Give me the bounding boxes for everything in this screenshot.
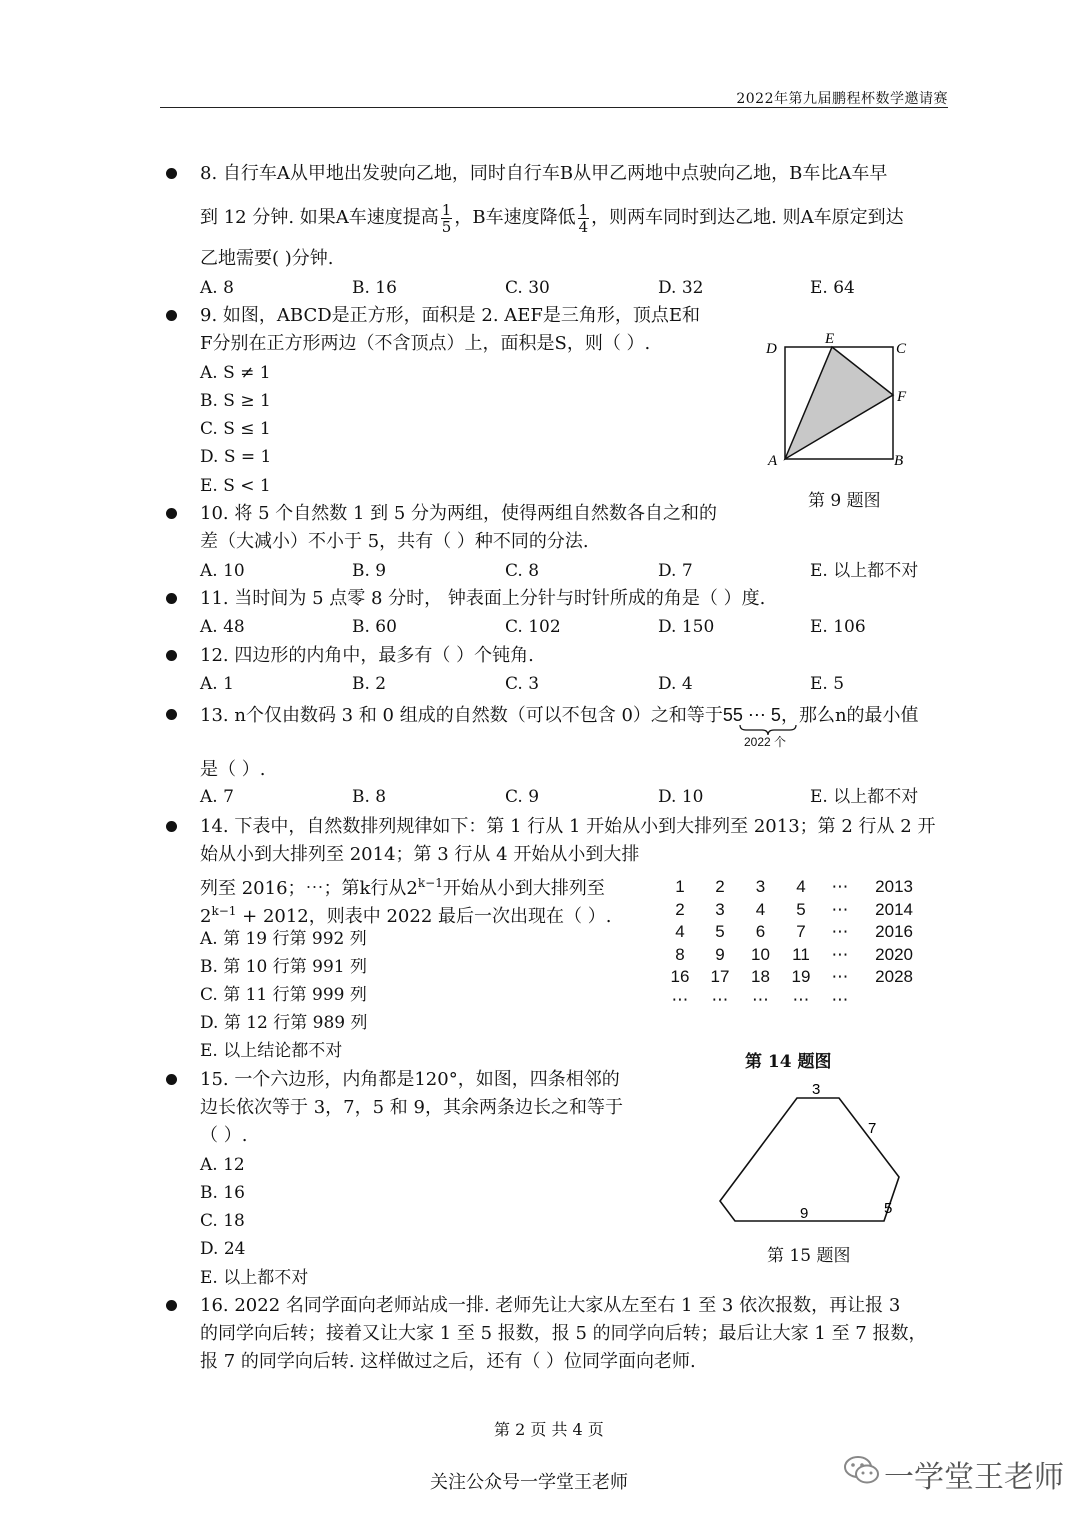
label-e: E: [825, 331, 835, 347]
bullet-q8: [166, 168, 177, 179]
q12-option-c: C. 3: [505, 674, 540, 694]
q14-option-c: C. 第 11 行第 999 列: [200, 985, 367, 1005]
q8-option-e: E. 64: [810, 278, 855, 298]
bullet-q11: [166, 593, 177, 604]
q8-line1: 8. 自行车A从甲地出发驶向乙地，同时自行车B从甲乙两地中点驶向乙地，B车比A车早: [200, 163, 888, 184]
q13-option-b: B. 8: [352, 787, 387, 807]
table-cell: 4: [755, 899, 766, 919]
q15-option-c: C. 18: [200, 1211, 245, 1231]
q16-line3: 报 7 的同学向后转. 这样做过之后，还有（ ）位同学面向老师.: [200, 1351, 696, 1372]
table-cell: ⋯: [752, 989, 769, 1009]
q13-option-c: C. 9: [505, 787, 540, 807]
q14-line2: 始从小到大排列至 2014；第 3 行从 4 开始从小到大排: [200, 844, 640, 865]
q8-option-d: D. 32: [658, 278, 704, 298]
table-cell: 10: [751, 944, 770, 964]
table-row: [660, 966, 913, 989]
q13-option-a: A. 7: [200, 787, 234, 807]
bullet-q12: [166, 650, 177, 661]
q10-option-c: C. 8: [505, 561, 540, 581]
table-cell: 3: [755, 877, 766, 897]
table-cell: 11: [792, 944, 810, 964]
table-row: [660, 944, 913, 967]
q15-option-a: A. 12: [200, 1155, 245, 1175]
table-row: [660, 899, 913, 922]
q14-option-e: E. 以上结论都不对: [200, 1041, 343, 1061]
header-rule: [160, 107, 948, 108]
q16-line2: 的同学向后转；接着又让大家 1 至 5 报数，报 5 的同学向后转；最后让大家 1 至 7 报数，: [200, 1323, 927, 1344]
q12-line1: 12. 四边形的内角中，最多有（ ）个钝角.: [200, 645, 534, 666]
q8-line2c: ，则两车同时到达乙地. 则A车原定到达: [591, 207, 904, 228]
header-title: 2022年第九届鹏程杯数学邀请赛: [736, 91, 948, 107]
q14-line4: [200, 899, 611, 929]
q11-option-c: C. 102: [505, 617, 561, 637]
q14-sup2: k−1: [211, 904, 237, 918]
q15-line1: 15. 一个六边形，内角都是120°，如图，四条相邻的: [200, 1069, 620, 1090]
q11-option-b: B. 60: [352, 617, 397, 637]
q9-line1: 9. 如图，ABCD是正方形，面积是 2. AEF是三角形，顶点E和: [200, 305, 701, 326]
table-cell: ⋯: [831, 899, 849, 919]
table-row: [660, 921, 913, 944]
label-d: D: [766, 341, 777, 357]
q10-option-b: B. 9: [352, 561, 387, 581]
table-row: [660, 989, 913, 1012]
q14-line3b: 开始从小到大排列至: [442, 878, 605, 899]
table-cell: 2020: [875, 944, 913, 964]
bullet-q13: [166, 709, 177, 720]
q16-line1: 16. 2022 名同学面向老师站成一排. 老师先让大家从左至右 1 至 3 依次报数，再让报 3: [200, 1295, 901, 1316]
q12-option-b: B. 2: [352, 674, 387, 694]
q15-line2: 边长依次等于 3，7，5 和 9，其余两条边长之和等于: [200, 1097, 623, 1118]
q15-option-b: B. 16: [200, 1183, 245, 1203]
table-cell: 2: [715, 877, 725, 897]
q8-option-b: B. 16: [352, 278, 397, 298]
table-row: [660, 876, 913, 899]
side-label-3: 3: [812, 1081, 821, 1098]
table-cell: 18: [751, 967, 770, 987]
q15-caption: 第 15 题图: [767, 1246, 851, 1266]
table-cell: 2016: [875, 922, 913, 942]
q14-option-a: A. 第 19 行第 992 列: [200, 929, 367, 949]
table-cell: ⋯: [711, 989, 729, 1009]
q14-caption: 第 14 题图: [745, 1052, 832, 1072]
table-cell: ⋯: [671, 989, 689, 1009]
q8-line2b: ，B车速度降低: [454, 207, 576, 228]
bullet-q9: [166, 310, 177, 321]
q9-option-c: C. S ≤ 1: [200, 419, 271, 439]
q14-option-d: D. 第 12 行第 989 列: [200, 1013, 368, 1033]
table-cell: ⋯: [792, 989, 810, 1009]
triangle-aef: [785, 347, 893, 459]
side-label-7: 7: [868, 1120, 877, 1137]
label-a: A: [768, 453, 778, 469]
side-label-9: 9: [800, 1205, 809, 1222]
q11-line1: 11. 当时间为 5 点零 8 分时， 钟表面上分针与时针所成的角是（ ）度.: [200, 588, 766, 609]
q11-option-d: D. 150: [658, 617, 715, 637]
table-cell: ⋯: [831, 989, 849, 1009]
table-cell: 2028: [875, 967, 913, 987]
q14-line4b: + 2012，则表中 2022 最后一次出现在（ ）.: [236, 906, 612, 927]
table-cell: 5: [715, 922, 725, 942]
q9-option-a: A. S ≠ 1: [200, 363, 271, 383]
table-cell: ⋯: [831, 922, 849, 942]
q13-line1: [200, 703, 919, 728]
q10-option-a: A. 10: [200, 561, 245, 581]
table-cell: 19: [791, 967, 811, 987]
table-cell: 5: [796, 899, 806, 919]
q14-line1: 14. 下表中，自然数排列规律如下：第 1 行从 1 开始从小到大排列至 2013；第 2 行从 2 开: [200, 816, 936, 837]
bullet-q10: [166, 508, 177, 519]
q14-number-table: [660, 876, 913, 1011]
q13-brace-label: 2022 个: [744, 735, 787, 749]
q8-line2: [200, 196, 904, 240]
q15-hexagon-figure: [712, 1075, 932, 1225]
table-cell: ⋯: [831, 967, 849, 987]
q10-option-e: E. 以上都不对: [810, 561, 919, 581]
bullet-q16: [166, 1300, 177, 1311]
table-cell: 2013: [875, 877, 913, 897]
q9-option-b: B. S ≥ 1: [200, 391, 271, 411]
q9-option-d: D. S = 1: [200, 447, 272, 467]
q9-line2: F分别在正方形两边（不含顶点）上，面积是S，则（ ）.: [200, 333, 651, 354]
q11-option-a: A. 48: [200, 617, 245, 637]
fraction-one-fourth: $\frac{1}{4}$: [578, 200, 589, 236]
table-cell: [859, 989, 913, 1012]
q9-caption: 第 9 题图: [808, 491, 881, 511]
table-cell: 17: [710, 967, 730, 987]
fraction-one-fifth: $\frac{1}{5}$: [441, 200, 452, 236]
q12-option-e: E. 5: [810, 674, 845, 694]
q12-option-a: A. 1: [200, 674, 234, 694]
table-cell: 9: [715, 944, 725, 964]
side-label-5: 5: [884, 1200, 893, 1217]
table-cell: ⋯: [831, 944, 849, 964]
label-b: B: [894, 453, 904, 469]
q11-option-e: E. 106: [810, 617, 866, 637]
q14-line3: [200, 871, 605, 901]
q10-line2: 差（大减小）不小于 5，共有（ ）种不同的分法.: [200, 531, 589, 552]
q10-line1: 10. 将 5 个自然数 1 到 5 分为两组，使得两组自然数各自之和的: [200, 503, 718, 524]
table-cell: 8: [675, 944, 685, 964]
q15-option-e: E. 以上都不对: [200, 1268, 309, 1288]
q8-option-c: C. 30: [505, 278, 550, 298]
q14-sup1: k−1: [417, 876, 443, 890]
q8-line3: 乙地需要( )分钟.: [200, 248, 334, 269]
q9-option-e: E. S < 1: [200, 476, 271, 496]
table-cell: ⋯: [831, 877, 849, 897]
page-number: 第 2 页 共 4 页: [494, 1420, 604, 1439]
q14-line3a: 列至 2016；⋯；第k行从2: [200, 878, 418, 899]
watermark-text: 一学堂王老师: [884, 1461, 1064, 1494]
table-cell: 16: [670, 967, 690, 987]
label-c: C: [896, 341, 907, 357]
follow-notice: 关注公众号一学堂王老师: [430, 1472, 628, 1493]
table-cell: 4: [675, 922, 685, 942]
q14-option-b: B. 第 10 行第 991 列: [200, 957, 367, 977]
table-cell: 3: [715, 899, 725, 919]
q13-line1b: ，那么n的最小值: [780, 705, 919, 726]
table-cell: 7: [796, 922, 806, 942]
wechat-icon: [842, 1453, 882, 1487]
q15-line3: （ ）.: [200, 1125, 248, 1146]
q13-number: 55 ⋯ 5: [722, 705, 781, 725]
table-cell: 1: [675, 877, 685, 897]
bullet-q15: [166, 1074, 177, 1085]
bullet-q14: [166, 821, 177, 832]
label-f: F: [897, 389, 907, 405]
q10-option-d: D. 7: [658, 561, 693, 581]
q13-line2: 是（ ）.: [200, 759, 266, 780]
q8-option-a: A. 8: [200, 278, 234, 298]
hexagon: [720, 1098, 899, 1221]
table-cell: 4: [796, 877, 806, 897]
table-cell: 2014: [875, 899, 913, 919]
table-cell: 2: [675, 899, 685, 919]
q13-option-e: E. 以上都不对: [810, 787, 919, 807]
q9-square-figure: [760, 325, 920, 470]
q8-line2a: 到 12 分钟. 如果A车速度提高: [200, 207, 439, 228]
q13-option-d: D. 10: [658, 787, 704, 807]
q12-option-d: D. 4: [658, 674, 693, 694]
q13-line1a: 13. n个仅由数码 3 和 0 组成的自然数（可以不包含 0）之和等于: [200, 705, 723, 726]
q14-line4a: 2: [200, 906, 212, 927]
table-cell: 6: [755, 922, 766, 942]
q15-option-d: D. 24: [200, 1239, 246, 1259]
